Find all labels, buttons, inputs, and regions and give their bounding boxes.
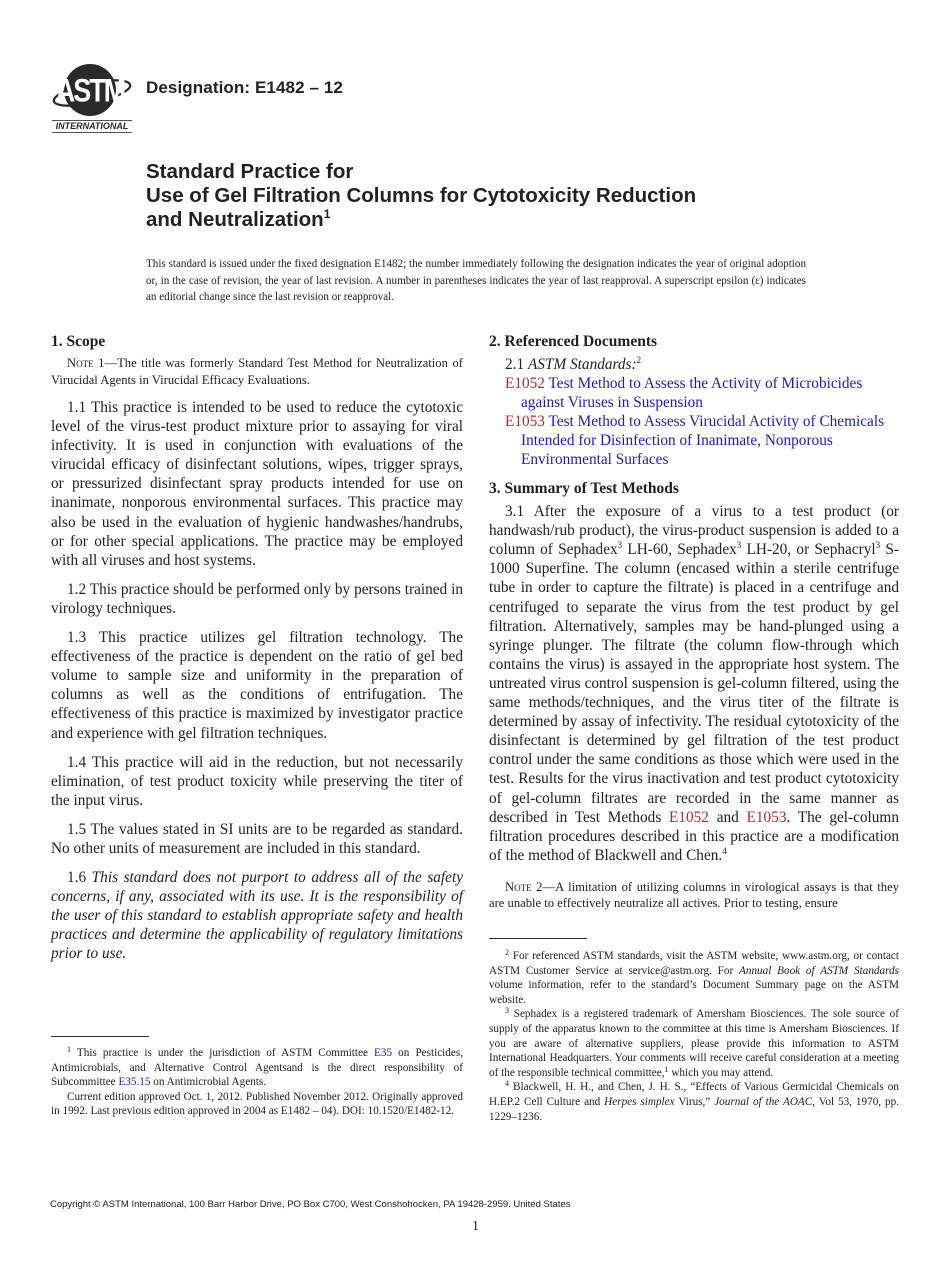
section-2-heading: 2. Referenced Documents (489, 333, 658, 350)
footnotes-right (489, 949, 899, 1124)
edition-info: Current edition approved Oct. 1, 2012. Published November 2012. Originally approved in 1992. Last previous edition approved in 2004 as E1482 – 04). DOI: 10.1520/E1482-12. (51, 1090, 463, 1118)
title-line-2: Use of Gel Filtration Columns for Cytotoxicity Reduction (146, 184, 697, 207)
paragraph-3-1: 3.1 After the exposure of a virus to a test product (or handwash/rub product), the virus-product suspension is added to a column of Sephadex$^3$ LH-60, Sephadex$^3$ LH-20, or Sephacryl$^3$ S-1000 Superfine. The column (encased within a sterile centrifuge tube in order to capture the filtrate) is placed in a centrifuge and centrifuged to separate the virus from the test product by gel filtration. Alternatively, samples may be hand-plunged using a syringe plunger. The filtrate (the column flow-through which contains the virus) is assayed in the appropriate host system. The untreated virus control suspension is gel-column filtered, using the same methods/techniques, and the virus titer of the filtrate is determined by assay of infectivity. The residual cytotoxicity of the disinfectant is determined by gel filtration of the test product control under the same conditions as those which were used in the test. Results for the virus inactivation and test product cytotoxicity of gel-column filtrates are recorded in the same manner as described in Test Methods E1052 and E1053. The gel-column filtration procedures described in this practice are a modification of the method of Blackwell and Chen.$^4$ (489, 503, 899, 864)
section-3-heading: 3. Summary of Test Methods (489, 480, 679, 498)
footnote-3: $^3$ Sephadex is a registered trademark of Amersham Biosciences. The sole source of supply of the apparatus known to the committee at this time is Amersham Biosciences. If you are aware of alternative suppliers, please provide this information to ASTM International Headquarters. Your comments will receive careful consideration at a meeting of the responsible technical committee,$^1$ which you may attend. (489, 1006, 899, 1079)
right-column (489, 332, 899, 922)
document-title (146, 160, 866, 232)
link-e1052[interactable]: E1052 (669, 808, 709, 826)
reference-e1053[interactable] (489, 412, 899, 469)
section-1-heading: 1. Scope (51, 333, 106, 350)
astm-logo-icon (52, 62, 134, 134)
reference-e1052[interactable] (489, 374, 899, 412)
link-e35-15[interactable]: E35.15 (118, 1076, 151, 1089)
note-2: Note 2—A limitation of utilizing columns in virological assays is that they are unable to effectively neutralize all actives. Prior to testing, ensure (489, 879, 899, 911)
title-line-1: Standard Practice for (146, 160, 354, 183)
svg-text:ASTM: ASTM (55, 73, 125, 110)
astm-standards-subheading: 2.1 ASTM Standards:$^2$ (505, 355, 642, 373)
link-e35[interactable]: E35 (374, 1047, 393, 1059)
paragraph-1-3: 1.3 This practice utilizes gel filtration technology. The effectiveness of the practice is dependent on the ratio of gel bed volume to sample size and uniformity in the preparation of columns as well as the conditions of entrifugation. The effectiveness of this practice is maximized by investigator practice and experience with gel filtration techniques. (51, 629, 463, 742)
page-number: 1 (472, 1219, 479, 1234)
footnote-divider-left (51, 1036, 149, 1037)
reference-title[interactable]: Test Method to Assess Virucidal Activity of Chemicals Intended for Disinfection of Inanimate, Nonporous Environmental Surfaces (521, 413, 885, 469)
title-footnote-mark: 1 (323, 207, 331, 221)
reference-title[interactable]: Test Method to Assess the Activity of Microbicides against Viruses in Suspension (521, 375, 863, 412)
left-column (51, 332, 463, 974)
svg-text:INTERNATIONAL: INTERNATIONAL (55, 121, 129, 131)
footnotes-left (51, 1046, 463, 1119)
document-header (52, 62, 912, 142)
footnote-1: $^1$ This practice is under the jurisdiction of ASTM Committee E35 on Pesticides, Antimicrobials, and Alternative Control Agentsand is the direct responsibility of Subcommittee E35.15 on Antimicrobial Agents. (51, 1045, 463, 1089)
title-line-3: and Neutralization$^1$ (146, 207, 331, 231)
designation-label: Designation: E1482 – 12 (146, 78, 343, 97)
paragraph-1-5: 1.5 The values stated in SI units are to be regarded as standard. No other units of measurement are included in this standard. (51, 820, 463, 857)
note-1: Note 1—The title was formerly Standard Test Method for Neutralization of Virucidal Agents in Virucidal Efficacy Evaluations. (51, 356, 463, 387)
issuance-notice: This standard is issued under the fixed designation E1482; the number immediately following the designation indicates the year of original adoption or, in the case of revision, the year of last revision. A number in parentheses indicates the year of last reapproval. A superscript epsilon (ε) indicates an editorial change since the last revision or reapproval. (146, 258, 806, 303)
paragraph-1-1: 1.1 This practice is intended to be used to reduce the cytotoxic level of the virus-test product mixture prior to assaying for viral infectivity. It is used in conjunction with evaluations of the virucidal efficacy of disinfectant solutions, wipes, trigger sprays, or pressurized disinfectant spray products intended for use on inanimate, nonporous environmental surfaces. This practice may also be used in the evaluation of hygienic handwashes/handrubs, or for other special applications. The practice may be employed with all viruses and host systems. (51, 399, 463, 569)
link-e1053[interactable]: E1053 (746, 808, 787, 826)
reference-code[interactable]: E1052 (505, 375, 545, 393)
footnote-4: $^4$ Blackwell, H. H., and Chen, J. H. S., “Effects of Various Germicidal Chemicals on H.EP.2 Cell Culture and Herpes simplex Virus,” Journal of the AOAC, Vol 53, 1970, pp. 1229–1236. (489, 1079, 900, 1123)
reference-code[interactable]: E1053 (505, 413, 545, 431)
paragraph-1-4: 1.4 This practice will aid in the reduction, but not necessarily elimination, of test product toxicity while preserving the titer of the input virus. (51, 753, 463, 809)
paragraph-1-2: 1.2 This practice should be performed only by persons trained in virology techniques. (51, 580, 463, 617)
paragraph-1-6: 1.6 This standard does not purport to address all of the safety concerns, if any, associated with its use. It is the responsibility of the user of this standard to establish appropriate safety and health practices and determine the applicability of regulatory limitations prior to use. (51, 869, 463, 963)
footnote-divider-right (489, 938, 587, 939)
footnote-2: $^2$ For referenced ASTM standards, visit the ASTM website, www.astm.org, or contact ASTM Customer Service at service@astm.org. For Annual Book of ASTM Standards volume information, refer to the standard’s Document Summary page on the ASTM website. (489, 948, 899, 1006)
copyright-notice: Copyright © ASTM International, 100 Barr Harbor Drive, PO Box C700, West Conshohocken, PA 19428-2959. United States (50, 1199, 571, 1210)
